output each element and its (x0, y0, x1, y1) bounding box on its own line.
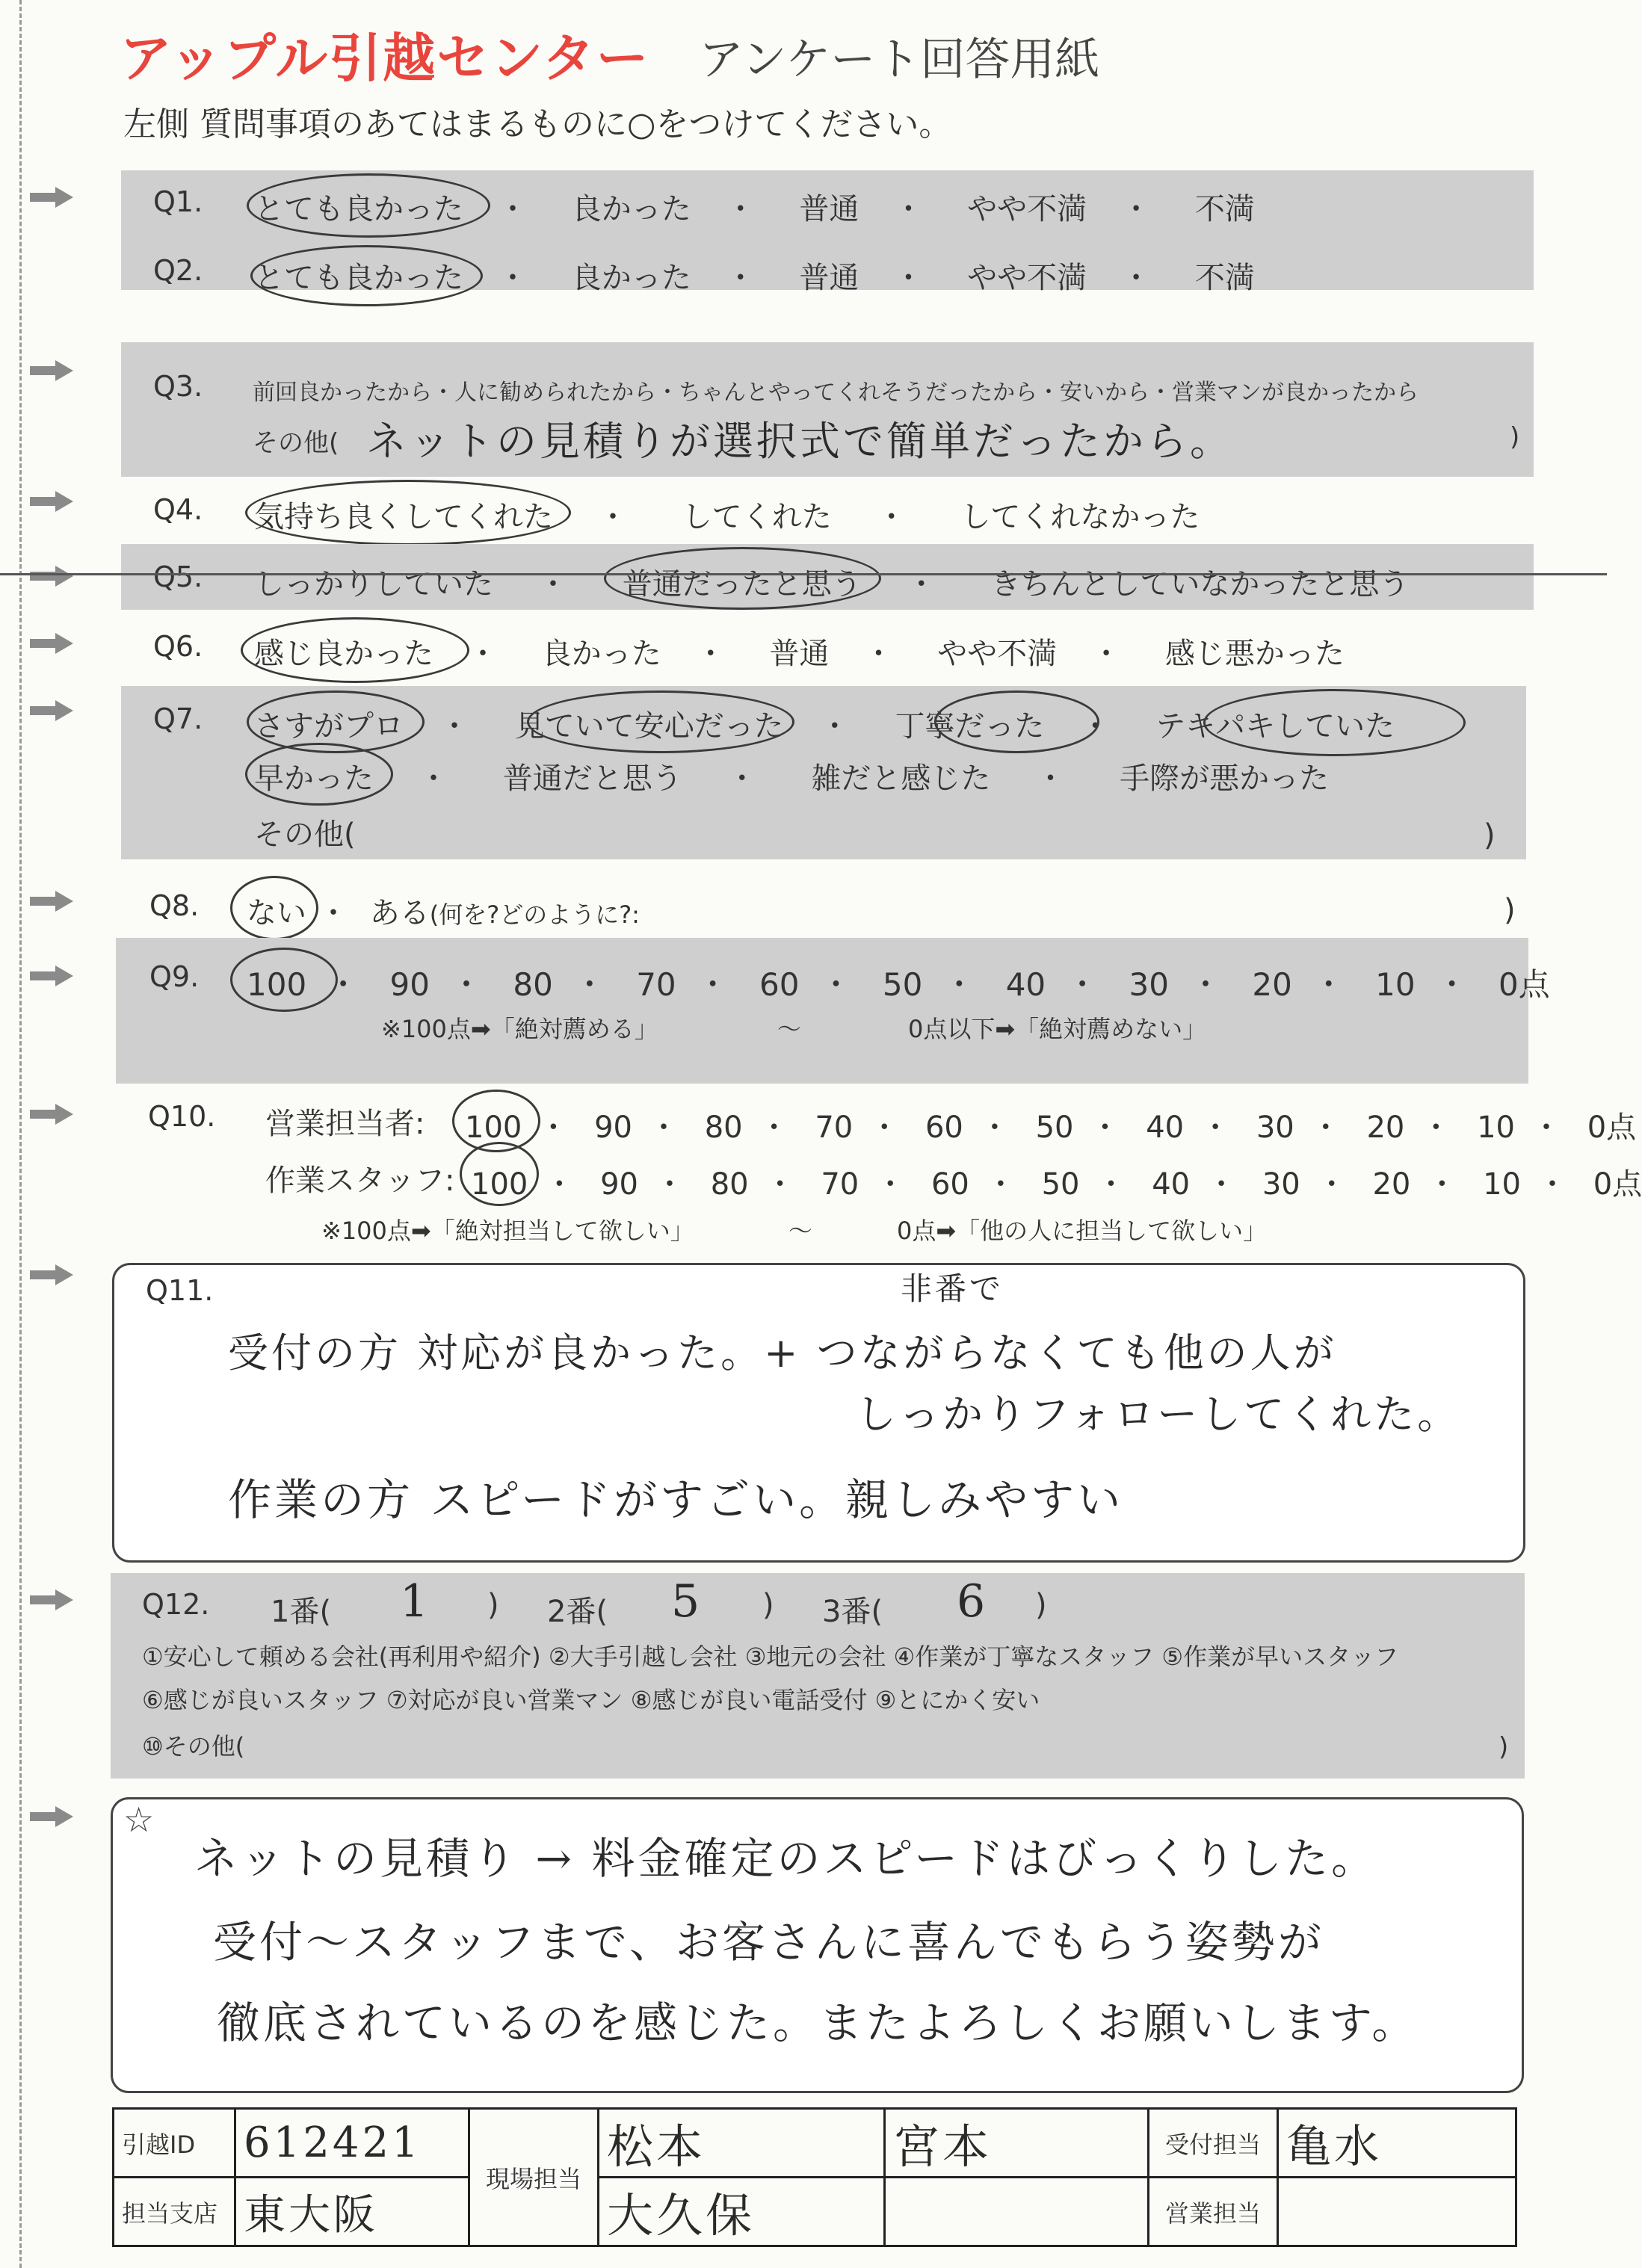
q9-answer-circle (230, 948, 338, 1012)
branch-value[interactable] (235, 2178, 469, 2246)
q10-staff-score[interactable]: 80 (710, 1167, 749, 1202)
q1-opt-3[interactable]: 普通 (799, 192, 859, 226)
q12-close-1: ) (487, 1588, 499, 1622)
q4-answer-circle (245, 480, 571, 546)
site2-cell[interactable] (885, 2109, 1149, 2178)
arrow-icon (30, 1263, 75, 1285)
q10-staff-score[interactable]: 30 (1262, 1167, 1300, 1202)
q10-note-mid: 〜 (788, 1217, 813, 1245)
q9-score[interactable]: 10 (1375, 966, 1416, 1003)
q10-sales-score[interactable]: 30 (1256, 1110, 1294, 1145)
q2-opt-5[interactable]: 不満 (1194, 261, 1255, 295)
q10-staff-scores: 100 ・ 90 ・ 80 ・ 70 ・ 60 ・ 50 ・ 40 ・ 30 ・ 20 ・ 10 ・ 0点 (471, 1167, 1642, 1202)
q7-circle-5 (245, 743, 393, 806)
comment-line3: 徹底されているのを感じた。またよろしくお願いします。 (217, 1997, 1419, 2048)
q10-sales-score[interactable]: 90 (594, 1110, 632, 1145)
q3-number: Q3. (153, 370, 203, 403)
q10-staff-circle (460, 1142, 539, 1206)
q1-opt-1[interactable]: とても良かった (254, 192, 463, 226)
arrow-icon (30, 564, 75, 587)
q4-options: 気持ち良くしてくれた ・ してくれた ・ してくれなかった (254, 500, 1200, 534)
q7-circle-2 (527, 690, 794, 753)
q7-row2: 早かった ・ 普通だと思う ・ 雑だと感じた ・ 手際が悪かった (254, 761, 1330, 796)
q6-opt-3[interactable]: 普通 (769, 637, 830, 671)
q3-options[interactable]: 前回良かったから・人に勧められたから・ちゃんとやってくれそうだったから・安いから・営業マンが良かったから (253, 380, 1419, 406)
q9-score[interactable]: 100 (247, 966, 307, 1003)
q9-score[interactable]: 50 (882, 966, 923, 1003)
arrow-icon (30, 489, 75, 512)
q7-circle-3 (934, 690, 1099, 753)
q11-line2: しっかりフォローしてくれた。 (856, 1391, 1461, 1438)
arrow-icon (30, 889, 75, 912)
reception-cell[interactable] (1278, 2109, 1516, 2178)
branch: 東大阪 (244, 2190, 378, 2240)
site3-cell[interactable] (599, 2178, 885, 2246)
q8-number: Q8. (149, 889, 200, 922)
q11-line1: 受付の方 対応が良かった。+ つながらなくても他の人が (228, 1329, 1337, 1376)
q9-score[interactable]: 0点 (1499, 966, 1550, 1003)
q3-other-label: その他( (253, 428, 339, 458)
move-id: 612421 (244, 2119, 422, 2167)
q10-staff-score[interactable]: 70 (821, 1167, 859, 1202)
q7-opt-8[interactable]: 手際が悪かった (1120, 761, 1330, 796)
site-empty-cell[interactable] (885, 2178, 1149, 2246)
reception: 亀水 (1286, 2120, 1382, 2173)
move-id-label: 引越ID (114, 2109, 235, 2178)
arrow-icon (30, 699, 75, 721)
q5-options: しっかりしていた ・ 普通だったと思う ・ きちんとしていなかったと思う (254, 567, 1410, 602)
q8-options: ない ・ ある(何を?どのように?: (247, 896, 640, 930)
q10-staff-score[interactable]: 0点 (1593, 1167, 1642, 1202)
q5-answer-circle (604, 547, 881, 610)
q6-options: 感じ良かった ・ 良かった ・ 普通 ・ やや不満 ・ 感じ悪かった (254, 637, 1345, 671)
q7-opt-5[interactable]: 早かった (254, 761, 374, 796)
info-table (112, 2107, 1517, 2247)
q1-options: とても良かった ・ 良かった ・ 普通 ・ やや不満 ・ 不満 (254, 192, 1255, 226)
q3-other-answer[interactable]: ネットの見積りが選択式で簡単だったから。 (366, 418, 1233, 465)
q2-options: とても良かった ・ 良かった ・ 普通 ・ やや不満 ・ 不満 (254, 261, 1255, 295)
brand-logo: アップル引越センター (120, 28, 650, 89)
q11-number: Q11. (146, 1274, 214, 1307)
q8-answer-circle (230, 876, 318, 940)
move-id-value[interactable] (235, 2109, 469, 2178)
q12-rank2[interactable]: 5 (671, 1575, 703, 1628)
q4-opt-3[interactable]: してくれなかった (960, 500, 1200, 534)
q4-number: Q4. (153, 493, 203, 526)
comment-line1: ネットの見積り → 料金確定のスピードはびっくりした。 (194, 1833, 1378, 1884)
q2-opt-4[interactable]: やや不満 (967, 261, 1087, 295)
star-icon: ☆ (123, 1799, 155, 1840)
q7-other-close: ) (1484, 818, 1496, 853)
q10-sales-score[interactable]: 70 (815, 1110, 854, 1145)
instruction-text: 左側 質問事項のあてはまるものに○をつけてください。 (123, 105, 952, 143)
q10-sales-label: 営業担当者: (265, 1107, 425, 1141)
q6-opt-1[interactable]: 感じ良かった (254, 637, 433, 671)
arrow-icon (30, 631, 75, 654)
q12-close-2: ) (762, 1588, 774, 1622)
arrow-icon (30, 964, 75, 986)
q11-line3: 作業の方 スピードがすごい。親しみやすい (228, 1474, 1124, 1525)
q10-staff-score[interactable]: 10 (1483, 1167, 1521, 1202)
site2: 宮本 (893, 2119, 993, 2174)
arrow-icon (30, 1805, 75, 1827)
q10-staff-score[interactable]: 20 (1372, 1167, 1411, 1202)
arrow-icon (30, 1102, 75, 1125)
arrow-icon (30, 1588, 75, 1610)
q7-number: Q7. (153, 702, 203, 735)
q12-rank2-label: 2番( (547, 1595, 608, 1629)
sales-cell[interactable] (1278, 2178, 1516, 2246)
q2-opt-1[interactable]: とても良かった (254, 261, 463, 295)
q7-circle-4 (1203, 689, 1466, 756)
site1: 松本 (607, 2119, 706, 2174)
q9-score[interactable]: 20 (1252, 966, 1292, 1003)
q10-staff-score[interactable]: 60 (930, 1167, 969, 1202)
q5-opt-2[interactable]: 普通だったと思う (622, 567, 862, 602)
form-title: アンケート回答用紙 (699, 34, 1100, 86)
q12-rank3-label: 3番( (822, 1595, 883, 1629)
arrow-icon (30, 185, 75, 208)
q10-sales-score[interactable]: 80 (704, 1110, 743, 1145)
q1-number: Q1. (153, 185, 203, 218)
q12-close-3: ) (1035, 1588, 1047, 1622)
q10-staff-score[interactable]: 40 (1152, 1167, 1191, 1202)
q6-opt-5[interactable]: 感じ悪かった (1164, 637, 1345, 671)
q10-sales-score[interactable]: 50 (1035, 1110, 1074, 1145)
q2-opt-3[interactable]: 普通 (799, 261, 859, 295)
sales-label: 営業担当 (1149, 2178, 1278, 2246)
q12-number: Q12. (142, 1588, 210, 1621)
q9-score[interactable]: 90 (389, 966, 430, 1003)
q10-sales-score[interactable]: 0点 (1587, 1110, 1637, 1145)
q12-rank1-label: 1番( (271, 1595, 332, 1629)
q10-staff-score[interactable]: 50 (1041, 1167, 1080, 1202)
q7-opt-3[interactable]: 丁寧だった (895, 709, 1045, 744)
q1-opt-4[interactable]: やや不満 (967, 192, 1087, 226)
q1-answer-circle (247, 173, 490, 238)
q2-number: Q2. (153, 254, 203, 287)
q10-number: Q10. (148, 1100, 216, 1133)
q7-opt-2[interactable]: 見ていて安心だった (514, 709, 784, 744)
q7-row1: さすがプロ ・ 見ていて安心だった ・ 丁寧だった ・ テキパキしていた (254, 709, 1395, 744)
q12-choices-row3: ⑩その他( (142, 1732, 245, 1761)
q8-opt-some[interactable]: ある (369, 896, 430, 930)
q7-opt-1[interactable]: さすがプロ (254, 709, 404, 744)
q11-insert: 非番で (901, 1270, 1004, 1307)
q5-number: Q5. (153, 560, 203, 593)
q4-opt-2[interactable]: してくれた (682, 500, 832, 534)
q9-scores: 100 ・ 90 ・ 80 ・ 70 ・ 60 ・ 50 ・ 40 ・ 30 ・ 20 ・ 10 ・ 0点 (247, 966, 1550, 1003)
comment-line2: 受付～スタッフまで、お客さんに喜んでもらう姿勢が (213, 1917, 1324, 1968)
q5-opt-1[interactable]: しっかりしていた (254, 567, 493, 602)
q9-note-right: 0点以下➡「絶対薦めない」 (908, 1015, 1207, 1043)
branch-label: 担当支店 (114, 2178, 235, 2246)
q9-note-left: ※100点➡「絶対薦める」 (381, 1015, 658, 1043)
q10-sales-scores: 100 ・ 90 ・ 80 ・ 70 ・ 60 ・ 50 ・ 40 ・ 30 ・ 20 ・ 10 ・ 0点 (465, 1110, 1637, 1145)
q10-staff-score[interactable]: 90 (600, 1167, 638, 1202)
q6-opt-4[interactable]: やや不満 (937, 637, 1058, 671)
q10-staff-score[interactable]: 100 (471, 1167, 528, 1202)
q5-opt-3[interactable]: きちんとしていなかったと思う (990, 567, 1410, 602)
q8-opt-none[interactable]: ない (247, 896, 306, 930)
q9-score[interactable]: 70 (636, 966, 676, 1003)
q10-sales-score[interactable]: 60 (925, 1110, 963, 1145)
q7-opt-4[interactable]: テキパキしていた (1155, 709, 1395, 744)
q8-detail: (何を?どのように?: (429, 900, 640, 929)
q9-score[interactable]: 60 (759, 966, 800, 1003)
q9-score[interactable]: 80 (513, 966, 553, 1003)
q6-opt-2[interactable]: 良かった (541, 637, 661, 671)
strike-line (0, 573, 1607, 575)
site1-cell[interactable] (599, 2109, 885, 2178)
q7-opt-7[interactable]: 雑だと感じた (811, 761, 991, 796)
q7-other-label: その他( (254, 818, 356, 852)
q10-sales-score[interactable]: 20 (1366, 1110, 1405, 1145)
q2-opt-2[interactable]: 良かった (571, 261, 691, 295)
reception-label: 受付担当 (1149, 2109, 1278, 2178)
q12-rank3[interactable]: 6 (957, 1575, 989, 1628)
q9-score[interactable]: 30 (1129, 966, 1169, 1003)
q10-note-right: 0点➡「他の人に担当して欲しい」 (897, 1217, 1268, 1245)
q2-answer-circle (250, 245, 483, 306)
q10-note-left: ※100点➡「絶対担当して欲しい」 (321, 1217, 694, 1245)
q12-choices-close: ) (1499, 1732, 1509, 1762)
q10-sales-score[interactable]: 100 (465, 1110, 522, 1145)
site3: 大久保 (607, 2188, 756, 2243)
q7-opt-6[interactable]: 普通だと思う (502, 761, 682, 796)
q9-score[interactable]: 40 (1005, 966, 1046, 1003)
margin-line (19, 0, 22, 2268)
q10-sales-score[interactable]: 10 (1477, 1110, 1515, 1145)
q8-close: ) (1504, 893, 1516, 927)
q1-opt-2[interactable]: 良かった (571, 192, 691, 226)
q3-other-close: ) (1510, 422, 1520, 452)
q6-answer-circle (241, 617, 469, 683)
arrow-icon (30, 359, 75, 381)
q9-number: Q9. (149, 960, 200, 993)
q9-note-mid: 〜 (777, 1015, 802, 1043)
q6-number: Q6. (153, 630, 203, 663)
q10-staff-label: 作業スタッフ: (265, 1164, 455, 1198)
q4-opt-1[interactable]: 気持ち良くしてくれた (254, 500, 553, 534)
q1-opt-5[interactable]: 不満 (1194, 192, 1255, 226)
q12-choices-row1: ①安心して頼める会社(再利用や紹介) ②大手引越し会社 ③地元の会社 ④作業が丁寧なスタッフ ⑤作業が早いスタッフ (142, 1643, 1399, 1671)
q12-rank1[interactable]: 1 (400, 1575, 432, 1628)
q12-choices-row2: ⑥感じが良いスタッフ ⑦対応が良い営業マン ⑧感じが良い電話受付 ⑨とにかく安い (142, 1686, 1040, 1714)
q10-sales-score[interactable]: 40 (1146, 1110, 1185, 1145)
site-label: 現場担当 (469, 2109, 599, 2246)
